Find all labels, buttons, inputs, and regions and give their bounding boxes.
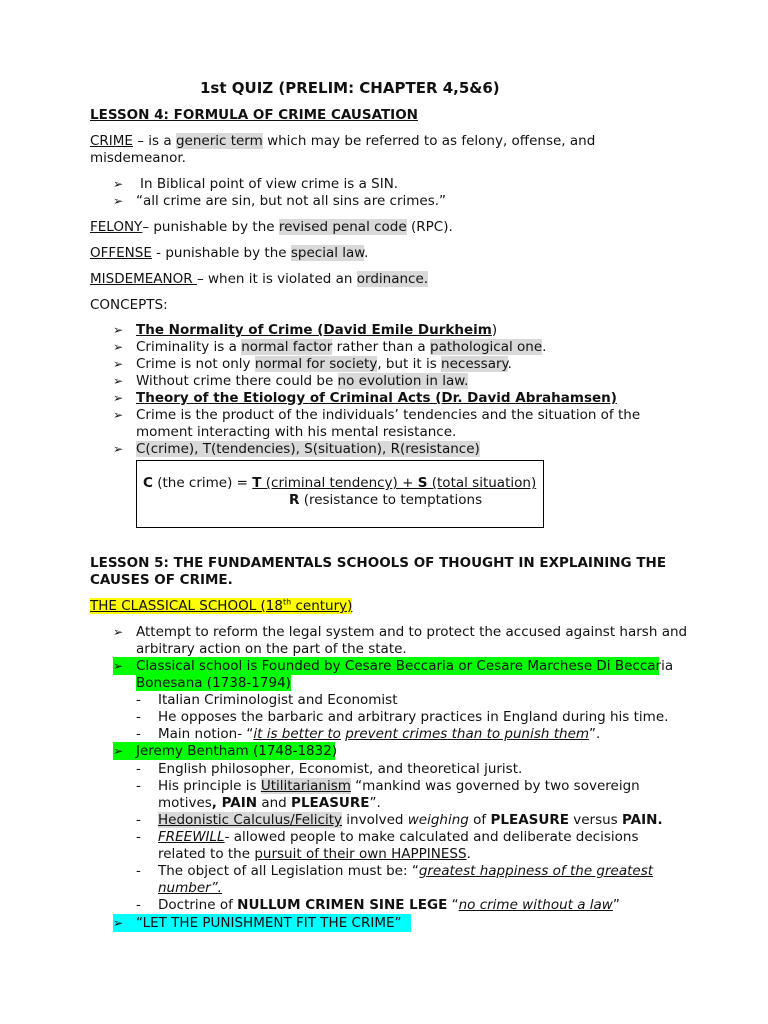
dash-bullet: - — [136, 897, 141, 913]
freewill-line-cont: related to the pursuit of their own HAPPINESS. — [158, 846, 471, 862]
dash-bullet: - — [136, 709, 141, 725]
classical-school-heading: THE CLASSICAL SCHOOL (18th century) — [90, 597, 353, 614]
arrow-bullet-icon: ➢ — [113, 659, 124, 673]
arrow-bullet-icon: ➢ — [113, 916, 124, 930]
crime-definition: CRIME – is a generic term which may be referred to as felony, offense, and — [90, 133, 596, 149]
dash-bullet: - — [136, 812, 141, 828]
quiz-title: 1st QUIZ (PRELIM: CHAPTER 4,5&6) — [200, 79, 500, 97]
concept-criminality: Criminality is a normal factor rather than a pathological one. — [136, 339, 547, 355]
arrow-bullet-icon: ➢ — [113, 625, 124, 639]
concept-necessary: Crime is not only normal for society, but it is necessary. — [136, 356, 512, 372]
bullet-reform: Attempt to reform the legal system and to protect the accused against harsh and — [136, 624, 688, 640]
nullum-crimen: Doctrine of NULLUM CRIMEN SINE LEGE “no crime without a law” — [158, 897, 620, 913]
bentham-principle-cont: motives, PAIN and PLEASURE”. — [158, 795, 381, 811]
dash-bullet: - — [136, 761, 141, 777]
arrow-bullet-icon: ➢ — [113, 374, 124, 388]
bentham-role: English philosopher, Economist, and theoretical jurist. — [158, 761, 523, 777]
concepts-label: CONCEPTS: — [90, 297, 168, 313]
arrow-bullet-icon: ➢ — [113, 408, 124, 422]
dash-bullet: - — [136, 726, 141, 742]
arrow-bullet-icon: ➢ — [113, 340, 124, 354]
felony-definition: FELONY– punishable by the revised penal code (RPC). — [90, 219, 453, 235]
misdemeanor-definition: MISDEMEANOR – when it is violated an ordinance. — [90, 271, 429, 287]
arrow-bullet-icon: ➢ — [113, 177, 124, 191]
hedonistic-calculus: Hedonistic Calculus/Felicity involved weighing of PLEASURE versus PAIN. — [158, 812, 663, 828]
lesson5-heading-cont: CAUSES OF CRIME. — [90, 572, 233, 588]
concept-evolution: Without crime there could be no evolution in law. — [136, 373, 469, 389]
bullet-reform-cont: arbitrary action on the part of the state. — [136, 641, 407, 657]
dash-bullet: - — [136, 829, 141, 845]
arrow-bullet-icon: ➢ — [113, 442, 124, 456]
concept-product-cont: moment interacting with his mental resistance. — [136, 424, 457, 440]
crime-term: CRIME — [90, 133, 133, 149]
generic-term-highlight: generic term — [175, 133, 263, 149]
concept-ctsr: C(crime), T(tendencies), S(situation), R(resistance) — [136, 441, 480, 457]
dash-bullet: - — [136, 863, 141, 879]
offense-definition: OFFENSE - punishable by the special law. — [90, 245, 369, 261]
arrow-bullet-icon: ➢ — [113, 194, 124, 208]
legislation-object-cont: number”. — [158, 880, 222, 896]
bullet-biblical: In Biblical point of view crime is a SIN. — [140, 176, 399, 192]
freewill-line: FREEWILL- allowed people to make calculated and deliberate decisions — [158, 829, 639, 845]
formula-denominator: R (resistance to temptations — [289, 492, 483, 508]
arrow-bullet-icon: ➢ — [113, 744, 124, 758]
formula-line: C (the crime) = T (criminal tendency) + S (total situation) — [143, 475, 537, 491]
bullet-bentham: Jeremy Bentham (1748-1832) — [136, 743, 338, 759]
arrow-bullet-icon: ➢ — [113, 323, 124, 337]
legislation-object: The object of all Legislation must be: “greatest happiness of the greatest — [158, 863, 654, 879]
lesson4-heading: LESSON 4: FORMULA OF CRIME CAUSATION — [90, 107, 418, 123]
beccaria-notion: Main notion- “it is better to prevent crimes than to punish them”. — [158, 726, 601, 742]
concept-etiology: Theory of the Etiology of Criminal Acts (Dr. David Abrahamsen) — [136, 390, 617, 406]
concept-normality: The Normality of Crime (David Emile Durkheim) — [136, 322, 498, 338]
beccaria-opposes: He opposes the barbaric and arbitrary practices in England during his time. — [158, 709, 669, 725]
bullet-sins: “all crime are sin, but not all sins are crimes.” — [136, 193, 447, 209]
bullet-beccaria-cont: Bonesana (1738-1794) — [136, 675, 291, 691]
concept-product: Crime is the product of the individuals’ tendencies and the situation of the — [136, 407, 641, 423]
bentham-principle: His principle is Utilitarianism “mankind was governed by two sovereign — [158, 778, 640, 794]
crime-definition-cont: misdemeanor. — [90, 150, 186, 166]
beccaria-role: Italian Criminologist and Economist — [158, 692, 398, 708]
lesson5-heading: LESSON 5: THE FUNDAMENTALS SCHOOLS OF THOUGHT IN EXPLAINING THE — [90, 555, 667, 571]
arrow-bullet-icon: ➢ — [113, 391, 124, 405]
dash-bullet: - — [136, 778, 141, 794]
bullet-beccaria: Classical school is Founded by Cesare Beccaria or Cesare Marchese Di Beccaria — [136, 658, 674, 674]
bullet-punishment-fit: “LET THE PUNISHMENT FIT THE CRIME” — [136, 915, 402, 931]
dash-bullet: - — [136, 692, 141, 708]
arrow-bullet-icon: ➢ — [113, 357, 124, 371]
